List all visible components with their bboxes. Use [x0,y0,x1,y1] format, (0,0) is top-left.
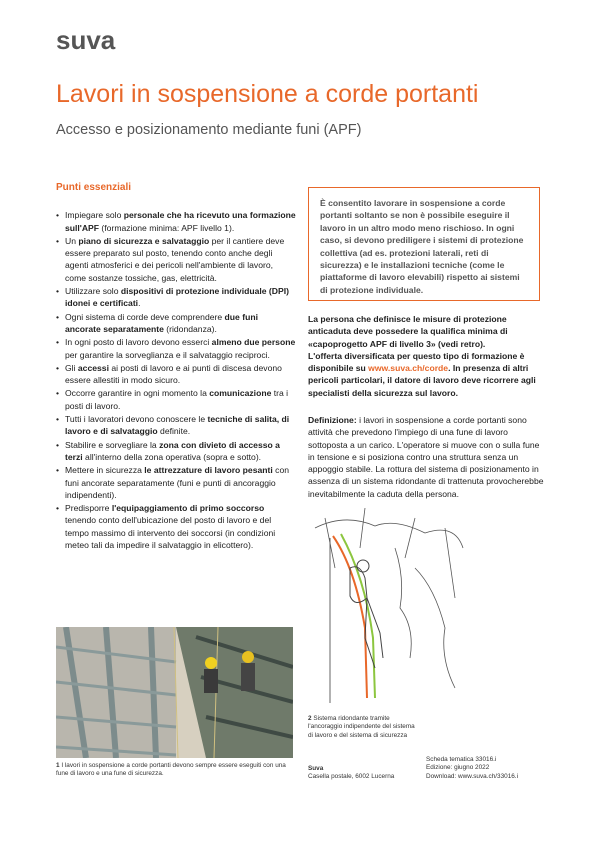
key-point-text: con funi ancorate separatamente (funi e punti di ancoraggio indipendenti). [65,465,290,500]
drawing-illustration [305,508,465,708]
callout-box: È consentito lavorare in sospensione a corde portanti soltanto se non è possibile eseguire il lavoro in un altro modo meno rischioso. In ogni caso, si devono prediligere i sistemi di protezione collettiva (ad es. protezioni laterali, reti di sicurezza) e le installazioni tecniche (come le piattaforme di lavoro elevabili) rispetto ai sistemi di protezione individuale. [308,187,540,301]
key-point-emphasis: dispositivi di protezione individuale (DPI) idonei e certificati [65,286,289,309]
footer-org: Suva [308,765,324,772]
key-point-text: Utilizzare solo [65,286,121,297]
key-point-text: Un [65,235,79,246]
key-point-text: all'interno della zona operativa (sopra e sotto). [82,451,262,462]
key-point-item [56,502,296,551]
key-point-emphasis: almeno due persone [211,337,296,348]
key-point-text: ai posti di lavoro e ai punti di discesa devono essere allestiti in modo sicuro. [65,362,282,386]
key-point-emphasis: piano di sicurezza e salvataggio [78,235,210,246]
key-point-text: Tutti i lavoratori devono conoscere le [65,414,208,425]
key-point-text: per garantire la sorveglianza e il salvataggio reciproci. [65,349,270,360]
key-point-text: (ridondanza). [163,323,217,334]
key-point-text: Predisporre [65,503,112,514]
key-point-emphasis: zona con divieto di accesso a terzi [65,439,280,462]
drawing-caption [308,715,418,740]
footer-sheet: Scheda tematica 33016.i [426,756,497,763]
qualification-text-2: L'offerta diversificata per questo tipo di formazione è disponibile su [308,350,525,374]
key-point-text: Ogni sistema di corde deve comprendere [65,311,225,322]
page-subtitle: Accesso e posizionamento mediante funi (APF) [56,122,362,138]
footer-document-info [426,756,518,781]
definition-text: i lavori in sospensione a corde portanti sono attività che prevedono l'impiego di una fune di lavoro sottoposta a un carico. L'operatore si muove con o sulla fune in tensione e si posiziona contro una struttura senza un appoggio stabile. La rottura del sistema di posizionamento in assenza di un sistema ridondante di trattenuta provocherebbe inevitabilmente la caduta della persona. [308,415,544,499]
footer-download[interactable]: Download: www.suva.ch/33016.i [426,772,519,780]
key-point-text: Mettere in sicurezza [65,465,145,476]
key-point-item [56,464,296,501]
key-point-item [56,285,296,310]
footer-publisher [308,765,394,782]
key-point-emphasis: personale che ha ricevuto una formazione sull'APF [65,210,296,233]
footer-address: Casella postale, 6002 Lucerna [308,773,395,781]
photo-caption [56,762,296,779]
key-point-text: tra i posti di lavoro. [65,388,289,411]
section-heading: Punti essenziali [56,182,132,193]
key-point-text: (formazione minima: APF livello 1). [99,222,235,233]
key-point-emphasis: le attrezzature di lavoro pesanti [144,465,273,476]
caption-1-number: 1 [56,762,60,769]
qualification-text-3: . In presenza di altri pericoli particolari, il datore di lavoro deve ricorrere agli specialisti della sicurezza sul lavoro. [308,363,536,398]
key-point-item [56,209,296,234]
key-point-emphasis: tecniche di salita, di lavoro e di salvataggio [65,414,290,437]
key-point-emphasis: comunicazione [209,388,272,399]
key-point-emphasis: l'equipaggiamento di primo soccorso [111,503,265,514]
rope-system-drawing [305,508,465,708]
key-point-text: Occorre garantire in ogni momento la [65,388,210,399]
photo-illustration [56,627,293,758]
key-point-item [56,387,296,412]
key-point-emphasis: due funi ancorate separatamente [65,311,258,334]
training-link[interactable]: www.suva.ch/corde [368,363,449,374]
key-point-text: Gli [65,362,78,373]
key-point-text: per il cantiere deve essere preparato sul posto, tenendo conto anche degli agenti atmosferici e dei pericoli nell'ambiente di lavoro, come sostanze tossiche, gas, elettricità. [65,235,285,283]
key-point-item [56,362,296,387]
key-point-item [56,235,296,284]
definition-label: Definizione: [308,415,357,425]
key-points-list [56,209,296,551]
caption-2-number: 2 [308,715,312,722]
key-point-text: Stabilire e sorvegliare la [65,439,160,450]
caption-1-text: I lavori in sospensione a corde portanti devono sempre essere eseguiti con una fune di lavoro e una fune di sicurezza. [56,762,286,778]
key-point-text: Impiegare solo [65,210,124,221]
key-point-text: tenendo conto dell'ubicazione del posto di lavoro e del tempo massimo di intervento dei soccorsi (in condizioni meteo tali da impedire il salvataggio in elicottero). [65,515,276,551]
rope-access-photo [56,627,293,758]
page-title: Lavori in sospensione a corde portanti [56,80,479,108]
key-point-item [56,311,296,336]
key-point-text: definite. [157,426,191,437]
key-point-item [56,439,296,464]
key-point-text: In ogni posto di lavoro devono esserci [65,337,212,348]
key-point-item [56,336,296,361]
key-points-column [56,182,296,552]
caption-2-text: Sistema ridondante tramite l'ancoraggio indipendente del sistema di lavoro e del sistema di sicurezza [308,715,415,739]
key-point-text: . [138,298,141,309]
key-point-item [56,413,296,438]
key-point-emphasis: accessi [77,362,109,373]
qualification-paragraph [308,313,544,399]
definition-paragraph [308,414,544,500]
footer-edition: Edizione: giugno 2022 [426,764,490,772]
suva-logo: suva [56,25,116,55]
qualification-text-1: La persona che definisce le misure di protezione anticaduta deve possedere la qualifica minima di «capoprogetto APF di livello 3» (vedi retro). [308,314,508,349]
